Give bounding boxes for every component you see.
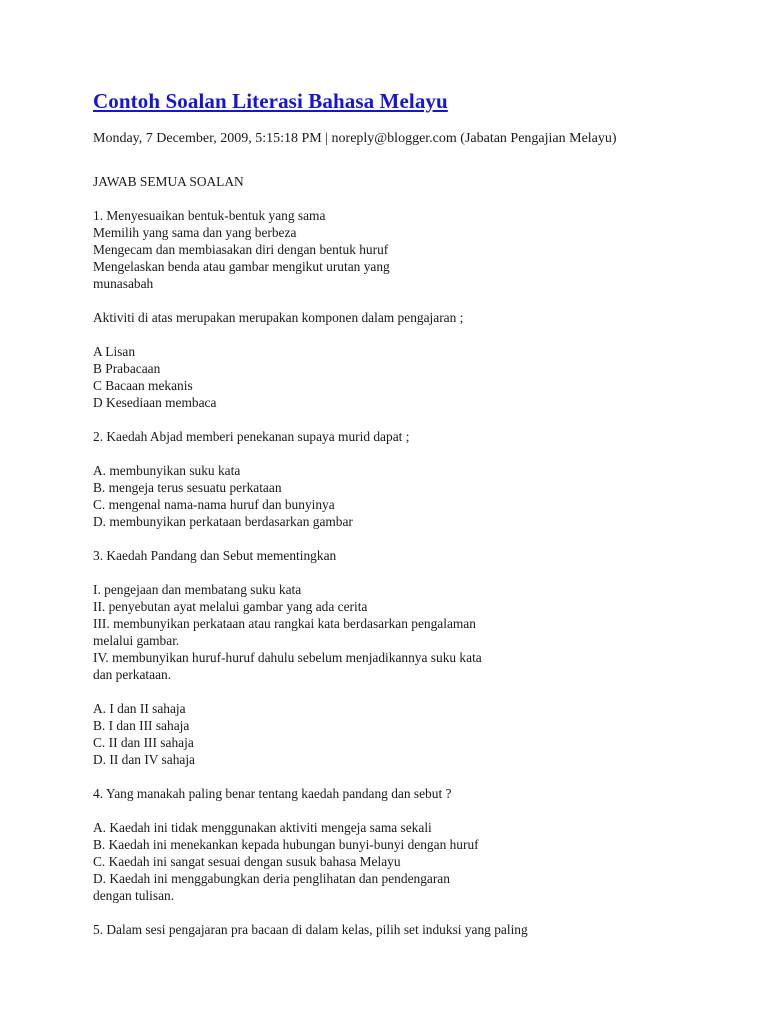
text-line: D. membunyikan perkataan berdasarkan gambar (93, 514, 353, 529)
blank-line (93, 326, 733, 343)
blank-line (93, 768, 733, 785)
text-line: Mengecam dan membiasakan diri dengan bentuk huruf (93, 242, 389, 257)
document-page (93, 88, 733, 938)
text-line: D Kesediaan membaca (93, 395, 217, 410)
text-line: A. Kaedah ini tidak menggunakan aktiviti mengeja sama sekali (93, 820, 432, 835)
text-line: melalui gambar. (93, 633, 180, 648)
text-line: A. I dan II sahaja (93, 701, 186, 716)
blank-line (93, 445, 733, 462)
text-line: munasabah (93, 276, 154, 291)
text-line: 2. Kaedah Abjad memberi penekanan supaya murid dapat ; (93, 429, 410, 444)
text-line: 4. Yang manakah paling benar tentang kaedah pandang dan sebut ? (93, 786, 452, 801)
text-line: D. Kaedah ini menggabungkan deria penglihatan dan pendengaran (93, 871, 450, 886)
text-line: C. Kaedah ini sangat sesuai dengan susuk bahasa Melayu (93, 854, 401, 869)
text-line: IV. membunyikan huruf-huruf dahulu sebelum menjadikannya suku kata (93, 650, 482, 665)
text-line: B. I dan III sahaja (93, 718, 190, 733)
text-line: B. Kaedah ini menekankan kepada hubungan bunyi-bunyi dengan huruf (93, 837, 479, 852)
text-line: Mengelaskan benda atau gambar mengikut urutan yang (93, 259, 390, 274)
text-line: 1. Menyesuaikan bentuk-bentuk yang sama (93, 208, 326, 223)
text-line: I. pengejaan dan membatang suku kata (93, 582, 302, 597)
text-line: dengan tulisan. (93, 888, 175, 903)
text-line: II. penyebutan ayat melalui gambar yang ada cerita (93, 599, 368, 614)
text-line: C Bacaan mekanis (93, 378, 193, 393)
text-line: B. mengeja terus sesuatu perkataan (93, 480, 282, 495)
post-body (93, 173, 733, 938)
text-line: JAWAB SEMUA SOALAN (93, 174, 244, 189)
text-line: C. II dan III sahaja (93, 735, 194, 750)
text-line: B Prabacaan (93, 361, 161, 376)
text-line: C. mengenal nama-nama huruf dan bunyinya (93, 497, 335, 512)
blank-line (93, 564, 733, 581)
post-meta: Monday, 7 December, 2009, 5:15:18 PM | noreply@blogger.com (Jabatan Pengajian Melayu) (93, 131, 617, 146)
post-title-link[interactable]: Contoh Soalan Literasi Bahasa Melayu (93, 89, 448, 113)
text-line: A Lisan (93, 344, 136, 359)
blank-line (93, 411, 733, 428)
text-line: dan perkataan. (93, 667, 172, 682)
blank-line (93, 530, 733, 547)
text-line: III. membunyikan perkataan atau rangkai kata berdasarkan pengalaman (93, 616, 476, 631)
text-line: 5. Dalam sesi pengajaran pra bacaan di dalam kelas, pilih set induksi yang paling (93, 922, 528, 937)
text-line: 3. Kaedah Pandang dan Sebut mementingkan (93, 548, 337, 563)
text-line: A. membunyikan suku kata (93, 463, 241, 478)
blank-line (93, 802, 733, 819)
blank-line (93, 683, 733, 700)
text-line: Aktiviti di atas merupakan merupakan komponen dalam pengajaran ; (93, 310, 464, 325)
blank-line (93, 292, 733, 309)
blank-line (93, 190, 733, 207)
text-line: Memilih yang sama dan yang berbeza (93, 225, 297, 240)
blank-line (93, 904, 733, 921)
text-line: D. II dan IV sahaja (93, 752, 196, 767)
